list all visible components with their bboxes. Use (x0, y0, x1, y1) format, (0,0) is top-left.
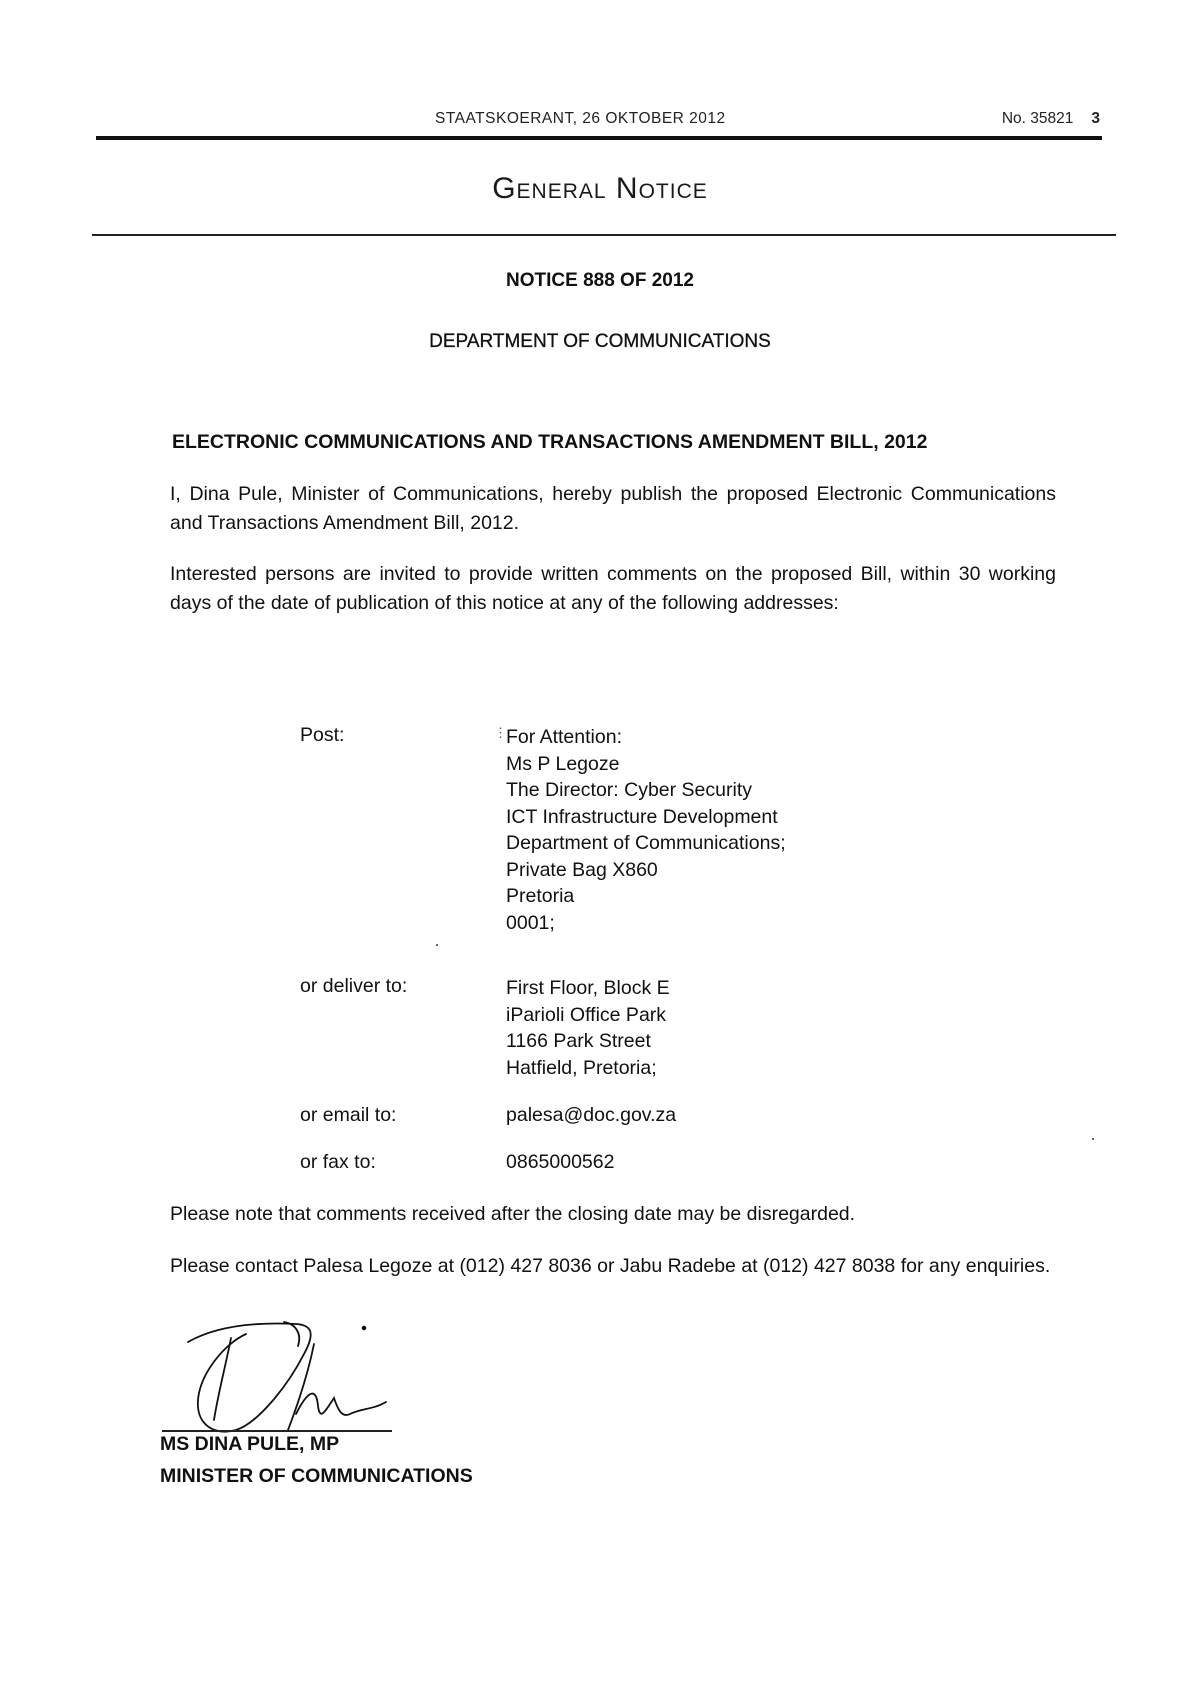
fax-label: or fax to: (300, 1151, 376, 1173)
deliver-label: or deliver to: (300, 975, 408, 997)
invitation-paragraph: Interested persons are invited to provide written comments on the proposed Bill, within 30 working days of the date of publication of this notice at any of the following addresses: (170, 563, 1056, 614)
late-comments-paragraph: Please note that comments received after the closing date may be disregarded. (170, 1203, 856, 1225)
deliver-address-line: First Floor, Block E (506, 977, 670, 999)
page-number: 3 (1091, 110, 1100, 127)
post-address-line: Department of Communications; (506, 832, 786, 854)
header-rule (96, 136, 1102, 140)
signatory-title: MINISTER OF COMMUNICATIONS (160, 1465, 473, 1487)
page-header-numbers (1002, 110, 1100, 128)
post-address-line: ICT Infrastructure Development (506, 805, 778, 828)
bill-title: ELECTRONIC COMMUNICATIONS AND TRANSACTIONS AMENDMENT BILL, 2012 (172, 431, 928, 453)
scan-speck (1092, 1138, 1094, 1140)
deliver-address-line: iParioli Office Park (506, 1003, 667, 1026)
post-address-line: Pretoria (506, 885, 575, 907)
issue-number: No. 35821 (1001, 110, 1074, 127)
department-heading: DEPARTMENT OF COMMUNICATIONS (429, 331, 771, 352)
scan-speck (436, 944, 438, 946)
post-address-line: Ms P Legoze (506, 752, 620, 775)
publication-paragraph: I, Dina Pule, Minister of Communications, hereby publish the proposed Electronic Communications and Transactions Amendment Bill, 2012. (170, 483, 1056, 534)
section-rule (92, 234, 1116, 236)
deliver-address-line: Hatfield, Pretoria; (506, 1056, 657, 1079)
email-label: or email to: (300, 1104, 397, 1126)
running-head: STAATSKOERANT, 26 OKTOBER 2012 (435, 110, 726, 127)
signature-line (162, 1430, 392, 1432)
email-address: palesa@doc.gov.za (506, 1104, 677, 1126)
section-title: General Notice (492, 172, 708, 205)
post-address-line: Private Bag X860 (506, 858, 658, 881)
signature-mark (176, 1314, 406, 1444)
post-label: Post: (300, 724, 345, 746)
post-address-line: For Attention: (506, 726, 622, 748)
post-address-line: The Director: Cyber Security (506, 779, 752, 801)
contact-paragraph: Please contact Palesa Legoze at (012) 427 8036 or Jabu Radebe at (012) 427 8038 for any enquiries. (170, 1255, 1051, 1277)
fax-number: 0865000562 (506, 1151, 615, 1173)
scan-mark: ⋮ (494, 725, 507, 740)
post-address (506, 724, 786, 936)
deliver-address (506, 975, 670, 1081)
notice-number: NOTICE 888 OF 2012 (506, 270, 694, 291)
post-address-line: 0001; (506, 911, 555, 934)
deliver-address-line: 1166 Park Street (506, 1030, 651, 1052)
signatory-name: MS DINA PULE, MP (160, 1433, 340, 1455)
